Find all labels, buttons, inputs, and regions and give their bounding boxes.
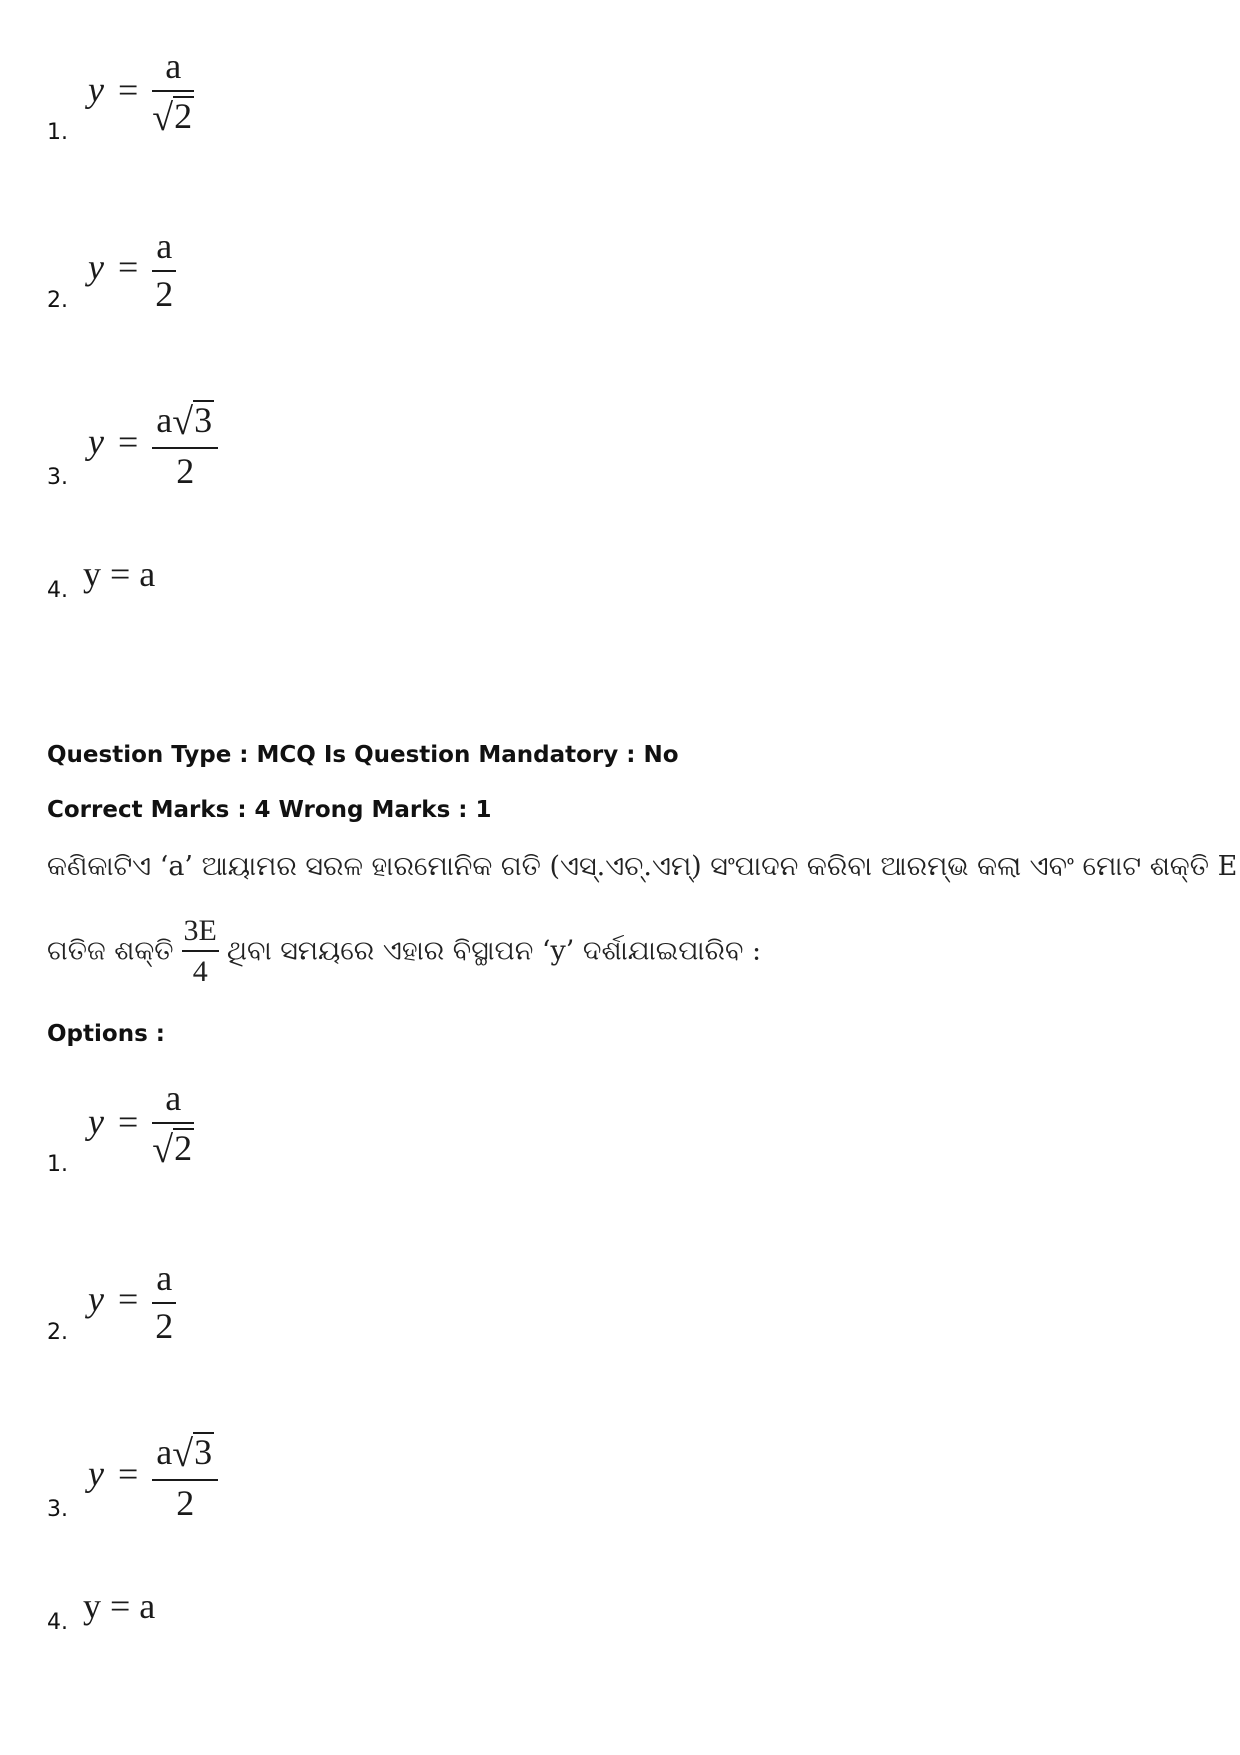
- fraction: [152, 1260, 176, 1346]
- numerator-a: a: [156, 1432, 173, 1472]
- question-fraction-denominator: 4: [192, 954, 208, 988]
- square-root: [152, 1128, 194, 1171]
- question-text-line-1: କଣିକାଟିଏ ‘a’ ଆୟାମର ସରଳ ହାରମୋନିକ ଗତି (ଏସ୍.ଏଚ୍.ଏମ୍) ସଂପାଦନ କରିବା ଆରମ୍ଭ କଲା ଏବଂ ମୋଟ ଶକ୍ତି E: [47, 851, 1238, 882]
- fraction: [152, 1080, 194, 1171]
- fraction-denominator: 2: [176, 1482, 195, 1523]
- radicand: 3: [194, 1432, 213, 1472]
- option-1-number: 1.: [47, 1152, 68, 1177]
- fraction: [152, 228, 176, 314]
- formula-lhs: y: [88, 1101, 104, 1142]
- numerator-a: a: [156, 400, 173, 440]
- radicand: 2: [174, 95, 193, 136]
- option-4-formula: y = a: [83, 1586, 156, 1626]
- top-option-2-formula: [88, 228, 176, 314]
- square-root: [172, 1432, 214, 1475]
- formula-lhs: y: [88, 69, 104, 110]
- formula-lhs: y: [88, 1279, 104, 1320]
- radicand: 3: [194, 400, 213, 440]
- formula-equals: =: [117, 1453, 139, 1494]
- square-root: [172, 400, 214, 443]
- question-marks-line: Correct Marks : 4 Wrong Marks : 1: [47, 797, 492, 823]
- fraction: [152, 1432, 218, 1523]
- option-1-formula: [88, 1080, 194, 1171]
- fraction-denominator: [152, 92, 194, 139]
- fraction-numerator: a: [152, 1260, 176, 1304]
- top-option-1-formula: [88, 48, 194, 139]
- square-root: [152, 96, 194, 139]
- option-2-number: 2.: [47, 1320, 68, 1345]
- radicand: 2: [174, 1127, 193, 1168]
- question-line-2-suffix: ଥିବା ସମୟରେ ଏହାର ବିସ୍ଥାପନ ‘y’ ଦର୍ଶାଯାଇପାରିବ :: [226, 935, 762, 967]
- formula-lhs: y: [88, 421, 104, 462]
- fraction-numerator: [152, 400, 218, 449]
- fraction-denominator: 2: [176, 450, 195, 491]
- top-option-2-number: 2.: [47, 288, 68, 313]
- formula-equals: =: [117, 1101, 139, 1142]
- formula-lhs: y: [88, 1453, 104, 1494]
- radical-sign: √: [172, 1433, 194, 1475]
- question-line-2-prefix: ଗତିଜ ଶକ୍ତି: [47, 935, 174, 967]
- formula-equals: =: [117, 69, 139, 110]
- fraction-numerator: a: [152, 48, 194, 92]
- fraction-denominator: 2: [155, 1305, 174, 1346]
- options-label: Options :: [47, 1021, 165, 1047]
- fraction: [152, 400, 218, 491]
- question-text-line-2: [47, 915, 761, 987]
- fraction-denominator: [152, 1124, 194, 1171]
- fraction-numerator: a: [152, 1080, 194, 1124]
- question-fraction: [182, 915, 219, 987]
- top-option-3-formula: [88, 400, 218, 491]
- question-type-line: Question Type : MCQ Is Question Mandatory : No: [47, 742, 679, 768]
- option-3-number: 3.: [47, 1497, 68, 1522]
- option-4-number: 4.: [47, 1610, 68, 1635]
- fraction-numerator: [152, 1432, 218, 1481]
- radical-sign: √: [172, 401, 194, 443]
- formula-lhs: y: [88, 247, 104, 288]
- formula-equals: =: [117, 421, 139, 462]
- option-3-formula: [88, 1432, 218, 1523]
- top-option-4-formula: y = a: [83, 554, 156, 594]
- top-option-1-number: 1.: [47, 120, 68, 145]
- top-option-4-number: 4.: [47, 578, 68, 603]
- radical-sign: √: [152, 96, 174, 139]
- formula-equals: =: [117, 1279, 139, 1320]
- question-fraction-numerator: 3E: [182, 915, 219, 952]
- fraction-numerator: a: [152, 228, 176, 272]
- top-option-3-number: 3.: [47, 465, 68, 490]
- option-2-formula: [88, 1260, 176, 1346]
- fraction: [152, 48, 194, 139]
- fraction-denominator: 2: [155, 273, 174, 314]
- formula-equals: =: [117, 247, 139, 288]
- radical-sign: √: [152, 1128, 174, 1171]
